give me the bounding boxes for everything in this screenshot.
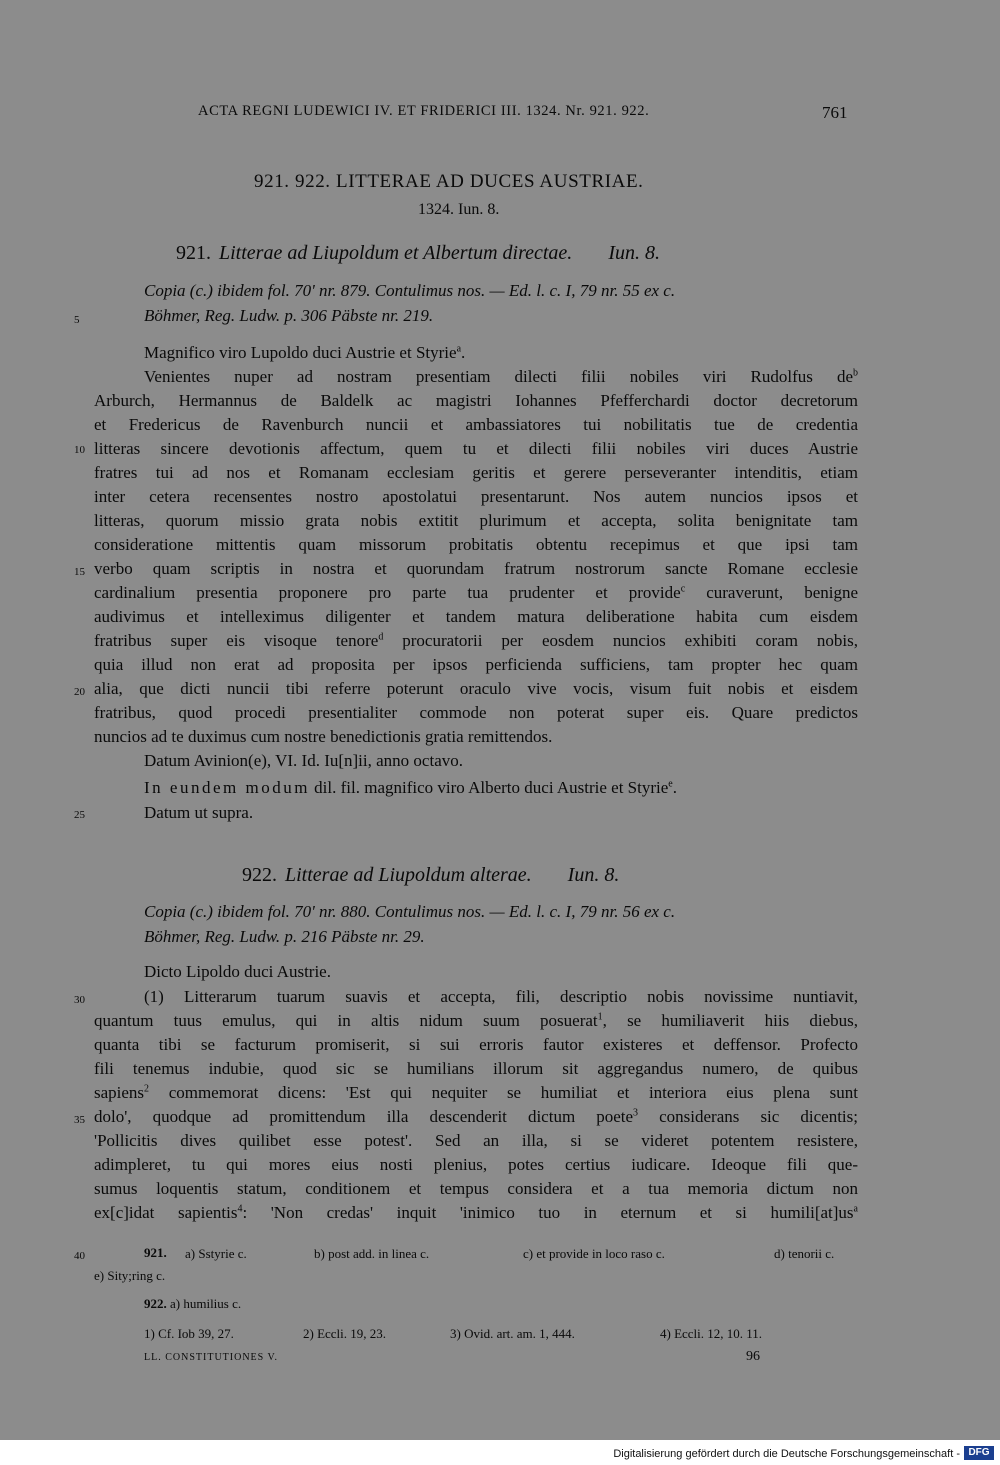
running-head: ACTA REGNI LUDEWICI IV. ET FRIDERICI III. 1324. Nr. 921. 922. (198, 103, 650, 119)
text-span: sapiens (94, 1083, 145, 1102)
footnote-mark: e (668, 778, 673, 790)
document-date: 1324. Iun. 8. (418, 201, 500, 218)
text-line: fratres tui ad nos et Romanam ecclesiam geritis et gerere perseveranter intenditis, etiam (94, 463, 858, 482)
footnote-921-b: b) post add. in linea c. (314, 1246, 430, 1261)
line-number: 40 (74, 1250, 85, 1262)
entry-922-address: Dicto Lipoldo duci Austrie. (144, 962, 331, 981)
entry-921-date: Iun. 8. (608, 242, 660, 264)
entry-922-number: 922. (242, 864, 277, 886)
dfg-logo: DFG (964, 1446, 994, 1460)
address-text: Magnifico viro Lupoldo duci Austrie et Styrie (144, 343, 457, 362)
funding-credit: Digitalisierung gefördert durch die Deutsche Forschungsgemeinschaft - (613, 1448, 960, 1460)
reference-1: 1) Cf. Iob 39, 27. (144, 1326, 234, 1341)
text-span: dil. fil. magnifico viro Alberto duci Austrie et Styrie (314, 778, 669, 797)
footnote-mark: 4 (237, 1203, 243, 1215)
text-line: quanta tibi se facturum promiserit, si sui erroris fautor existeres et deffensor. Profecto (94, 1035, 858, 1054)
document-title: 921. 922. LITTERAE AD DUCES AUSTRIAE. (254, 171, 644, 192)
entry-922-date: Iun. 8. (567, 864, 620, 886)
text-line (94, 1083, 858, 1103)
text-line: audivimus et intelleximus diligenter et tandem matura deliberatione habita cum eisdem (94, 607, 858, 626)
entry-921-source-2: Böhmer, Reg. Ludw. p. 306 Päbste nr. 219. (144, 306, 434, 325)
datum-supra-line: Datum ut supra. (144, 803, 254, 822)
text-span: cardinalium presentia proponere pro parte tua prudenter et provide (94, 583, 681, 602)
reference-3: 3) Ovid. art. am. 1, 444. (450, 1326, 575, 1341)
footnote-mark: 3 (633, 1107, 639, 1119)
text-line: quia illud non erat ad proposita per ipsos perficienda sufficiens, tam propter hec quam (94, 655, 858, 674)
text-line (94, 1203, 858, 1223)
footnote-921-d: d) tenorii c. (774, 1246, 835, 1261)
footnote-mark: a (456, 343, 462, 355)
datum-line: Datum Avinion(e), VI. Id. Iu[n]ii, anno octavo. (144, 751, 463, 770)
text-line: (1) Litterarum tuarum suavis et accepta, fili, descriptio nobis novissime nuntiavit, (144, 987, 858, 1006)
text-span: quantum tuus emulus, qui in altis nidum suum posuerat (94, 1011, 598, 1030)
line-number: 20 (74, 686, 85, 698)
text-line (94, 1011, 858, 1031)
text-line: consideratione mittentis quam missorum probitatis obtentu recepimus et que ipsi tam (94, 535, 858, 554)
text-line: nuncios ad te duximus cum nostre benedictionis gratia remittendos. (94, 727, 553, 746)
footnote-921-e: e) Sity;ring c. (94, 1268, 166, 1283)
entry-921-address: Magnifico viro Lupoldo duci Austrie et Styrie$^a$. (144, 343, 466, 362)
text-line: litteras sincere devotionis affectum, quem tu et dilecti filii nobiles viri duces Austrie (94, 439, 858, 458)
text-line (94, 1107, 858, 1127)
entry-922-source-1: Copia (c.) ibidem fol. 70' nr. 880. Contulimus nos. — Ed. l. c. I, 79 nr. 56 ex c. (144, 902, 676, 921)
footnote-mark: 1 (597, 1011, 603, 1023)
footnote-mark: b (853, 367, 858, 379)
text-span: , se humiliaverit hiis diebus, (602, 1011, 859, 1030)
text-line: verbo quam scriptis in nostra et quorundam fratrum nostrorum sancte Romane ecclesie (94, 559, 858, 578)
reference-4: 4) Eccli. 12, 10. 11. (660, 1326, 763, 1341)
text-span: dolo', quodque ad promittendum illa descenderit dictum poete (94, 1107, 634, 1126)
text-line: alia, que dicti nuncii tibi referre poterunt oraculo vive vocis, visum fuit nobis et eisdem (94, 679, 858, 698)
text-line: sumus loquentis statum, conditionem et tempus considera et a tua memoria dictum non (94, 1179, 858, 1198)
text-line (94, 583, 858, 603)
text-line (94, 631, 858, 651)
footnote-text: a) humilius c. (170, 1296, 242, 1311)
text-line: inter cetera recensentes nostro apostolatui presentarunt. Nos autem nuncios ipsos et (94, 487, 858, 506)
text-span: procuratorii per eosdem nuncios exhibiti coram nobis, (402, 631, 858, 650)
text-line: fratribus, quod procedi presentialiter commode non poterat super eis. Quare predictos (94, 703, 858, 722)
page-number: 761 (822, 103, 848, 122)
text-span: fratribus super eis visoque tenore (94, 631, 379, 650)
footnote-label: 922. (144, 1296, 167, 1311)
entry-922-title: Litterae ad Liupoldum alterae. (285, 864, 532, 886)
text-line: litteras, quorum missio grata nobis extitit plurimum et accepta, solita benignitate tam (94, 511, 858, 530)
entry-922-source-2: Böhmer, Reg. Ludw. p. 216 Päbste nr. 29. (144, 927, 425, 946)
entry-921-number: 921. (176, 242, 211, 264)
text-span: : 'Non credas' inquit 'inimico tuo in eternum et si humili[at]us (242, 1203, 854, 1222)
text-line: adimpleret, tu qui mores eius nosti plenius, potes certius iudicare. Ideoque fili que- (94, 1155, 858, 1174)
footnote-mark: c (680, 583, 686, 595)
entry-921-title: Litterae ad Liupoldum et Albertum directae. (219, 242, 573, 264)
footnote-921-c: c) et provide in loco raso c. (523, 1246, 665, 1261)
line-number: 15 (74, 566, 85, 578)
text-span: commemorat dicens: 'Est qui nequiter se humiliat et interiora eius plena sunt (168, 1083, 858, 1102)
line-number: 35 (74, 1114, 85, 1126)
text-line: et Fredericus de Ravenburch nuncii et ambassiatores tui nobilitatis tue de credentia (94, 415, 858, 434)
text-span: considerans sic dicentis; (659, 1107, 858, 1126)
entry-922-heading (242, 864, 619, 887)
spaced-text: In eundem modum (144, 778, 310, 797)
sheet-number: 96 (746, 1349, 760, 1364)
text-span: Venientes nuper ad nostram presentiam dilecti filii nobiles viri Rudolfus de (144, 367, 853, 386)
reference-2: 2) Eccli. 19, 23. (303, 1326, 387, 1341)
text-span: ex[c]idat sapientis (94, 1203, 238, 1222)
footnote-921-label (144, 1245, 167, 1261)
in-eundem-line: In eundem modum dil. fil. magnifico viro Alberto duci Austrie et Styrie$^e$. (144, 778, 677, 797)
footnote-label: 921. (144, 1245, 167, 1260)
line-number: 10 (74, 444, 85, 456)
footnote-922 (144, 1296, 241, 1312)
footnote-mark: d (378, 631, 384, 643)
text-line: fili tenemus indubie, quod sic se humilians illorum sit aggregandus numero, de quibus (94, 1059, 858, 1078)
text-span: curaverunt, benigne (706, 583, 859, 602)
line-number: 5 (74, 314, 80, 326)
signature-line: LL. CONSTITUTIONES V. (144, 1352, 278, 1363)
text-line: Arburch, Hermannus de Baldelk ac magistri Iohannes Pfefferchardi doctor decretorum (94, 391, 858, 410)
line-number: 30 (74, 994, 85, 1006)
line-number: 25 (74, 809, 85, 821)
footnote-mark: 2 (144, 1083, 150, 1095)
footnote-mark: a (853, 1203, 858, 1215)
text-line: 'Pollicitis dives quilibet esse potest'. Sed an illa, si se videret potentem resistere, (94, 1131, 858, 1150)
entry-921-source-1: Copia (c.) ibidem fol. 70' nr. 879. Contulimus nos. — Ed. l. c. I, 79 nr. 55 ex c. (144, 281, 676, 300)
text-line (144, 367, 858, 387)
footnote-921-a: a) Sstyrie c. (185, 1246, 247, 1261)
entry-921-heading (176, 242, 660, 265)
